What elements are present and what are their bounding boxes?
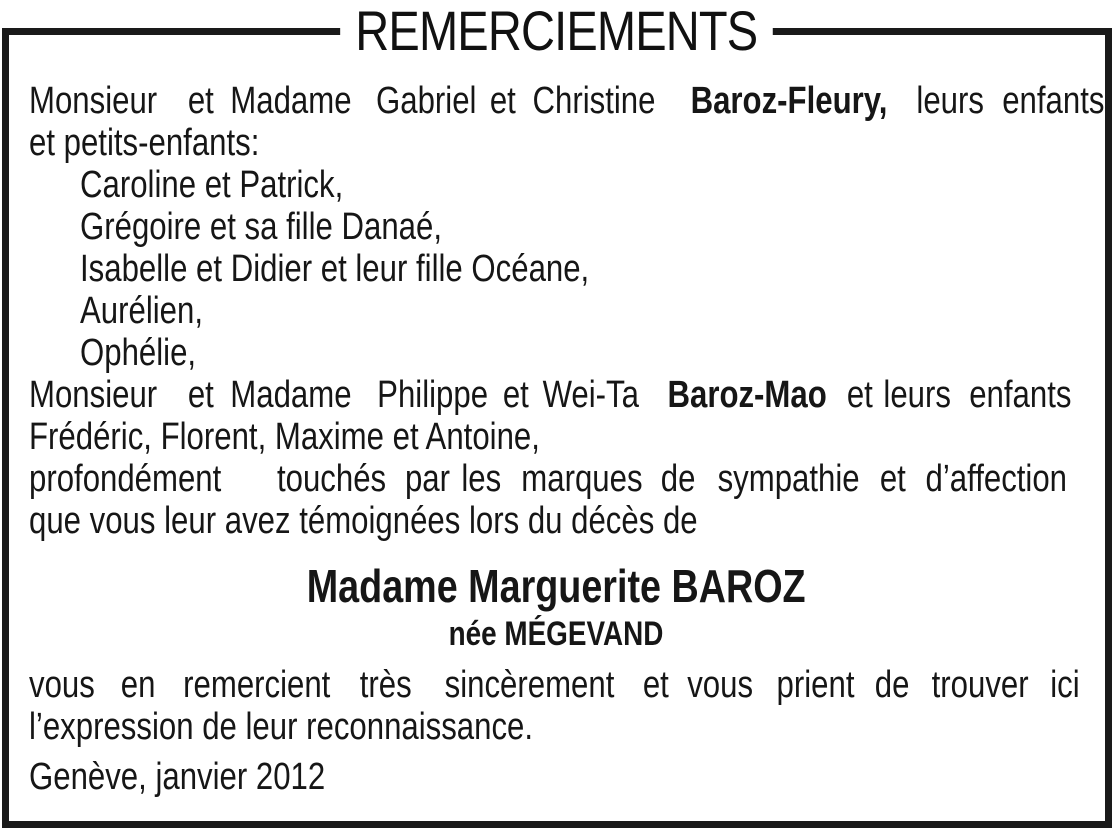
word: leurs xyxy=(916,80,984,122)
child-line xyxy=(29,290,1083,332)
word: Christine xyxy=(532,80,656,122)
word: vous xyxy=(29,664,95,706)
word: par xyxy=(405,458,451,500)
para4-line2-text: l’expression de leur reconnaissance. xyxy=(29,706,534,748)
word: très xyxy=(360,664,413,706)
signoff-line xyxy=(29,756,1083,798)
deceased-name-line xyxy=(29,560,1083,612)
word: et xyxy=(846,374,873,416)
child-text: Grégoire et sa fille Danaé, xyxy=(80,206,442,248)
maiden-name-line xyxy=(29,612,1083,656)
child-line xyxy=(29,164,1083,206)
child-text: Isabelle et Didier et leur fille Océane, xyxy=(80,248,590,290)
word: et xyxy=(643,664,670,706)
word: remercient xyxy=(183,664,331,706)
word: Gabriel xyxy=(375,80,477,122)
para2-line2-text: Frédéric, Florent, Maxime et Antoine, xyxy=(29,416,540,458)
word: profondément xyxy=(29,458,222,500)
word: Monsieur xyxy=(29,80,158,122)
word: vous xyxy=(687,664,753,706)
word: Madame xyxy=(230,80,352,122)
para1-line2 xyxy=(29,122,1083,164)
word: marques xyxy=(521,458,643,500)
place-and-date: Genève, janvier 2012 xyxy=(29,756,326,798)
para4-line2 xyxy=(29,706,1083,748)
word: et xyxy=(490,80,517,122)
word: en xyxy=(120,664,156,706)
word: ici xyxy=(1050,664,1080,706)
word: et xyxy=(188,374,215,416)
word: Madame xyxy=(230,374,352,416)
word: d’affection xyxy=(925,458,1068,500)
word: Philippe xyxy=(377,374,489,416)
word: sympathie xyxy=(717,458,860,500)
word: prient xyxy=(776,664,855,706)
para4-line1 xyxy=(29,664,1083,706)
word: sincèrement xyxy=(444,664,614,706)
para2-line2 xyxy=(29,416,1083,458)
word: enfants xyxy=(1002,80,1105,122)
para3-line2 xyxy=(29,500,1083,542)
word: de xyxy=(661,458,696,500)
family-name-mao: Baroz-Mao xyxy=(667,374,827,416)
para1-line1 xyxy=(29,80,1105,122)
word: Monsieur xyxy=(29,374,158,416)
child-line xyxy=(29,206,1083,248)
notice-body xyxy=(29,80,1105,798)
para3-line2-text: que vous leur avez témoignées lors du décès de xyxy=(29,500,698,542)
child-line xyxy=(29,248,1083,290)
family-name-fleury: Baroz-Fleury, xyxy=(690,80,888,122)
child-text: Caroline et Patrick, xyxy=(80,164,344,206)
notice-title: REMERCIEMENTS xyxy=(340,0,772,62)
word: et xyxy=(503,374,530,416)
word: de xyxy=(874,664,910,706)
word: touchés xyxy=(277,458,387,500)
word: Wei-Ta xyxy=(542,374,640,416)
child-text: Ophélie, xyxy=(80,332,197,374)
word: et xyxy=(188,80,215,122)
word: trouver xyxy=(931,664,1029,706)
para1-line2-text: et petits-enfants: xyxy=(29,122,260,164)
deceased-name: Madame Marguerite BAROZ xyxy=(306,560,806,612)
word: leurs xyxy=(883,374,951,416)
word: les xyxy=(461,458,502,500)
word: enfants xyxy=(969,374,1072,416)
word: et xyxy=(879,458,906,500)
maiden-name: née MÉGEVAND xyxy=(448,615,664,653)
child-text: Aurélien, xyxy=(80,290,203,332)
child-line xyxy=(29,332,1083,374)
para3-line1 xyxy=(29,458,1083,500)
para2-line1 xyxy=(29,374,1083,416)
